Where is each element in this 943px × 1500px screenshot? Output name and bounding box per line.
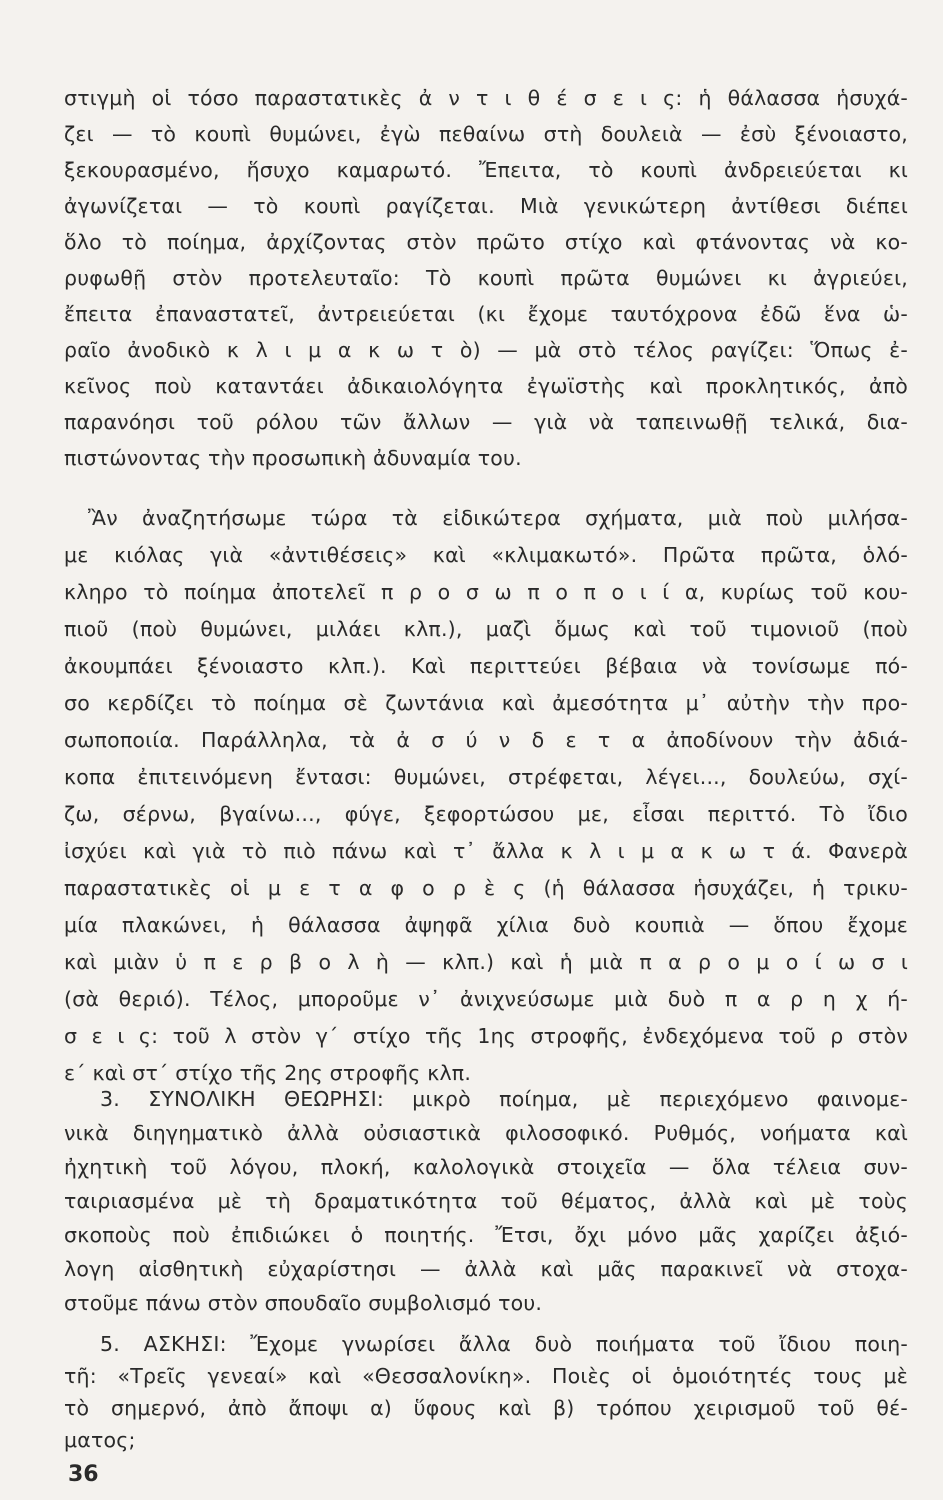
text-line: (σὰ θεριό). Τέλος, μποροῦμε ν᾽ ἀνιχνεύσωμε μιὰ δυὸ π α ρ η χ ή-: [64, 987, 908, 1011]
text-line: νικὰ διηγηματικὸ ἀλλὰ οὐσιαστικὰ φιλοσοφικό. Ρυθμός, νοήματα καὶ: [64, 1121, 908, 1145]
text-line: στοῦμε πάνω στὸν σπουδαῖο συμβολισμό του.: [64, 1291, 543, 1315]
text-line: ὅλο τὸ ποίημα, ἀρχίζοντας στὸν πρῶτο στίχο καὶ φτάνοντας νὰ κο-: [64, 230, 908, 254]
text-line: σωποποιία. Παράλληλα, τὰ ἀ σ ύ ν δ ε τ α ἀποδίνουν τὴν ἀδιά-: [64, 728, 908, 752]
text-line: καὶ μιὰν ὑ π ε ρ β ο λ ὴ — κλπ.) καὶ ἡ μιὰ π α ρ ο μ ο ί ω σ ι: [64, 950, 908, 974]
text-line: με κιόλας γιὰ «ἀντιθέσεις» καὶ «κλιμακωτό». Πρῶτα πρῶτα, ὁλό-: [64, 543, 908, 567]
text-line: μία πλακώνει, ἡ θάλασσα ἀψηφᾶ χίλια δυὸ κουπιὰ — ὅπου ἔχομε: [64, 913, 908, 937]
text-line: κεῖνος ποὺ καταντάει ἀδικαιολόγητα ἐγωϊστὴς καὶ προκλητικός, ἀπὸ: [64, 374, 908, 398]
text-line: ε΄ καὶ στ΄ στίχο τῆς 2ης στροφῆς κλπ.: [64, 1061, 472, 1085]
text-line: ζω, σέρνω, βγαίνω..., φύγε, ξεφορτώσου με, εἶσαι περιττό. Τὸ ἴδιο: [64, 802, 908, 826]
text-line: λογη αἰσθητικὴ εὐχαρίστησι — ἀλλὰ καὶ μᾶς παρακινεῖ νὰ στοχα-: [64, 1257, 908, 1281]
text-line: παρανόησι τοῦ ρόλου τῶν ἄλλων — γιὰ νὰ ταπεινωθῇ τελικά, δια-: [64, 410, 908, 434]
text-line: ξεκουρασμένο, ἥσυχο καμαρωτό. Ἔπειτα, τὸ κουπὶ ἀνδρειεύεται κι: [64, 158, 908, 182]
text-line: παραστατικὲς οἱ μ ε τ α φ ο ρ ὲ ς (ἡ θάλασσα ἡσυχάζει, ἡ τρικυ-: [64, 876, 908, 900]
text-line: τὸ σημερνό, ἀπὸ ἄποψι α) ὕφους καὶ β) τρόπου χειρισμοῦ τοῦ θέ-: [64, 1396, 908, 1420]
text-line: ταιριασμένα μὲ τὴ δραματικότητα τοῦ θέματος, ἀλλὰ καὶ μὲ τοὺς: [64, 1189, 908, 1213]
text-line: πιστώνοντας τὴν προσωπικὴ ἀδυναμία του.: [64, 446, 522, 470]
text-line: ζει — τὸ κουπὶ θυμώνει, ἐγὼ πεθαίνω στὴ δουλειὰ — ἐσὺ ξένοιαστο,: [64, 122, 908, 146]
text-line: ἰσχύει καὶ γιὰ τὸ πιὸ πάνω καὶ τ᾽ ἄλλα κ λ ι μ α κ ω τ ά. Φανερὰ: [64, 839, 908, 863]
page-number: 36: [68, 1462, 99, 1487]
text-line: σο κερδίζει τὸ ποίημα σὲ ζωντάνια καὶ ἀμεσότητα μ᾽ αὐτὴν τὴν προ-: [64, 691, 908, 715]
text-line: ραῖο ἀνοδικὸ κ λ ι μ α κ ω τ ὸ) — μὰ στὸ τέλος ραγίζει: Ὅπως ἐ-: [64, 338, 908, 362]
text-line: Ἂν ἀναζητήσωμε τώρα τὰ εἰδικώτερα σχήματα, μιὰ ποὺ μιλήσα-: [88, 506, 908, 530]
text-line: πιοῦ (ποὺ θυμώνει, μιλάει κλπ.), μαζὶ ὅμως καὶ τοῦ τιμονιοῦ (ποὺ: [64, 617, 908, 641]
section-5-heading-line: 5. ΑΣΚΗΣΙ: Ἔχομε γνωρίσει ἄλλα δυὸ ποιήματα τοῦ ἴδιου ποιη-: [100, 1332, 908, 1356]
text-line: ἔπειτα ἐπαναστατεῖ, ἀντρειεύεται (κι ἔχομε ταυτόχρονα ἐδῶ ἕνα ὡ-: [64, 302, 908, 326]
text-line: σ ε ι ς: τοῦ λ στὸν γ΄ στίχο τῆς 1ης στροφῆς, ἐνδεχόμενα τοῦ ρ στὸν: [64, 1024, 908, 1048]
text-line: ἀγωνίζεται — τὸ κουπὶ ραγίζεται. Μιὰ γενικώτερη ἀντίθεσι διέπει: [64, 194, 908, 218]
text-line: κοπα ἐπιτεινόμενη ἔντασι: θυμώνει, στρέφεται, λέγει..., δουλεύω, σχί-: [64, 765, 908, 789]
text-line: ρυφωθῇ στὸν προτελευταῖο: Τὸ κουπὶ πρῶτα θυμώνει κι ἀγριεύει,: [64, 266, 908, 290]
text-line: στιγμὴ οἱ τόσο παραστατικὲς ἀ ν τ ι θ έ σ ε ι ς: ἡ θάλασσα ἡσυχά-: [64, 86, 908, 110]
text-line: ἠχητικὴ τοῦ λόγου, πλοκή, καλολογικὰ στοιχεῖα — ὅλα τέλεια συν-: [64, 1155, 908, 1179]
text-line: τῆ: «Τρεῖς γενεαί» καὶ «Θεσσαλονίκη». Ποιὲς οἱ ὁμοιότητές τους μὲ: [64, 1364, 908, 1388]
text-line: ματος;: [64, 1428, 136, 1452]
section-3-heading-line: 3. ΣΥΝΟΛΙΚΗ ΘΕΩΡΗΣΙ: μικρὸ ποίημα, μὲ περιεχόμενο φαινομε-: [100, 1087, 908, 1111]
text-line: κληρο τὸ ποίημα ἀποτελεῖ π ρ ο σ ω π ο π ο ι ί α, κυρίως τοῦ κου-: [64, 580, 908, 604]
text-line: σκοποὺς ποὺ ἐπιδιώκει ὁ ποιητής. Ἔτσι, ὄχι μόνο μᾶς χαρίζει ἀξιό-: [64, 1223, 908, 1247]
text-line: ἀκουμπάει ξένοιαστο κλπ.). Καὶ περιττεύει βέβαια νὰ τονίσωμε πό-: [64, 654, 908, 678]
